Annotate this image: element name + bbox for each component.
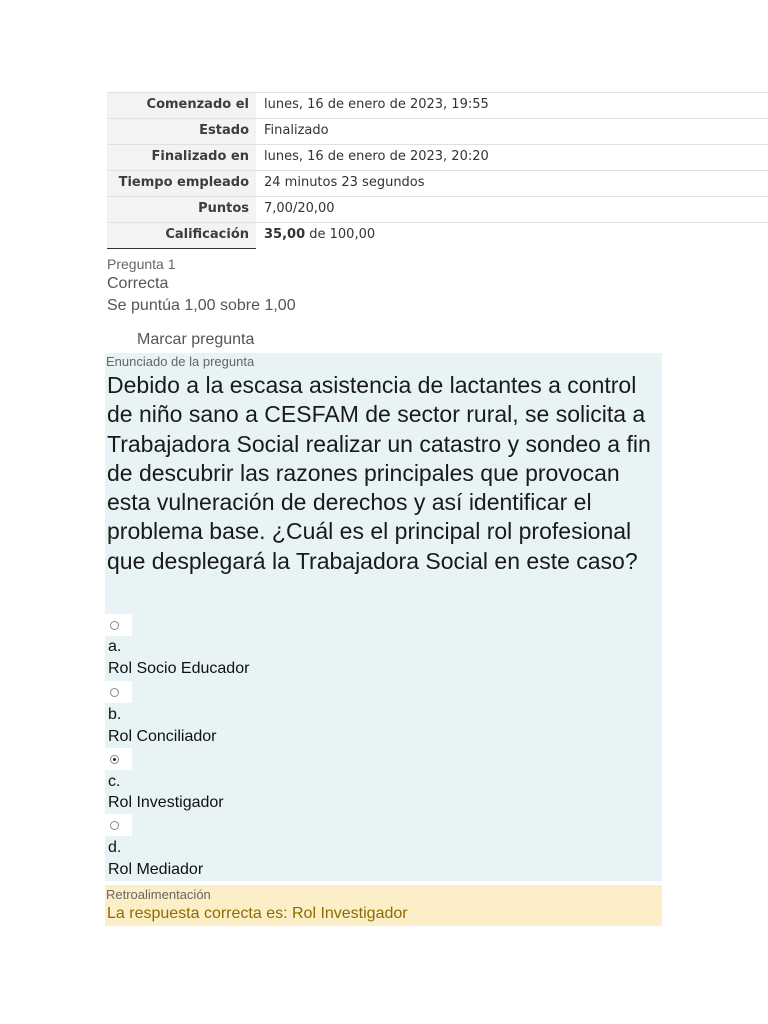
grade-score: 35,00 xyxy=(264,227,306,242)
option-a-letter: a. xyxy=(108,638,122,655)
attempt-summary-table xyxy=(107,92,768,249)
option-b-radio[interactable] xyxy=(105,681,132,703)
summary-value: Finalizado xyxy=(256,119,768,145)
feedback-text: La respuesta correcta es: Rol Investigador xyxy=(107,905,408,922)
option-d-radio[interactable] xyxy=(105,814,132,836)
radio-icon[interactable] xyxy=(110,688,119,697)
option-a-radio[interactable] xyxy=(105,614,132,636)
summary-value: lunes, 16 de enero de 2023, 20:20 xyxy=(256,145,768,171)
option-c-text[interactable]: Rol Investigador xyxy=(108,794,224,811)
flag-question-link[interactable]: Marcar pregunta xyxy=(137,331,255,348)
summary-row-finished xyxy=(107,145,768,171)
feedback-box xyxy=(105,885,662,926)
summary-label: Tiempo empleado xyxy=(107,171,256,197)
option-c-radio[interactable] xyxy=(105,748,132,770)
question-number: Pregunta 1 xyxy=(107,256,176,272)
summary-row-points xyxy=(107,197,768,223)
option-c-letter: c. xyxy=(108,773,121,790)
summary-value: 7,00/20,00 xyxy=(256,197,768,223)
summary-value: lunes, 16 de enero de 2023, 19:55 xyxy=(256,93,768,119)
option-a-text[interactable]: Rol Socio Educador xyxy=(108,660,250,677)
summary-label: Finalizado en xyxy=(107,145,256,171)
question-state: Correcta xyxy=(107,275,169,292)
summary-row-time xyxy=(107,171,768,197)
option-d-text[interactable]: Rol Mediador xyxy=(108,861,204,878)
summary-label: Calificación xyxy=(107,223,256,249)
summary-label: Puntos xyxy=(107,197,256,223)
radio-checked-icon[interactable] xyxy=(110,755,119,764)
question-text-label: Enunciado de la pregunta xyxy=(106,354,255,369)
option-b-letter: b. xyxy=(108,706,122,723)
summary-row-state xyxy=(107,119,768,145)
summary-value: 24 minutos 23 segundos xyxy=(256,171,768,197)
option-d-letter: d. xyxy=(108,839,122,856)
feedback-label: Retroalimentación xyxy=(106,887,211,902)
question-text: Debido a la escasa asistencia de lactantes a control de niño sano a CESFAM de sector rural, se solicita a Trabajadora Social realizar un catastro y sondeo a fin de descubrir las razones principales que provocan esta vulneración de derechos y así identificar el problema base. ¿Cuál es el principal rol profesional que desplegará la Trabajadora Social en este caso? xyxy=(107,372,651,574)
summary-label: Estado xyxy=(107,119,256,145)
question-grade: Se puntúa 1,00 sobre 1,00 xyxy=(107,297,296,314)
grade-total: de 100,00 xyxy=(305,227,376,242)
radio-icon[interactable] xyxy=(110,621,119,630)
summary-value xyxy=(256,223,768,249)
summary-row-grade xyxy=(107,223,768,249)
summary-row-started xyxy=(107,93,768,119)
option-b-text[interactable]: Rol Conciliador xyxy=(108,728,217,745)
summary-label: Comenzado el xyxy=(107,93,256,119)
question-content xyxy=(105,353,662,881)
radio-icon[interactable] xyxy=(110,821,119,830)
